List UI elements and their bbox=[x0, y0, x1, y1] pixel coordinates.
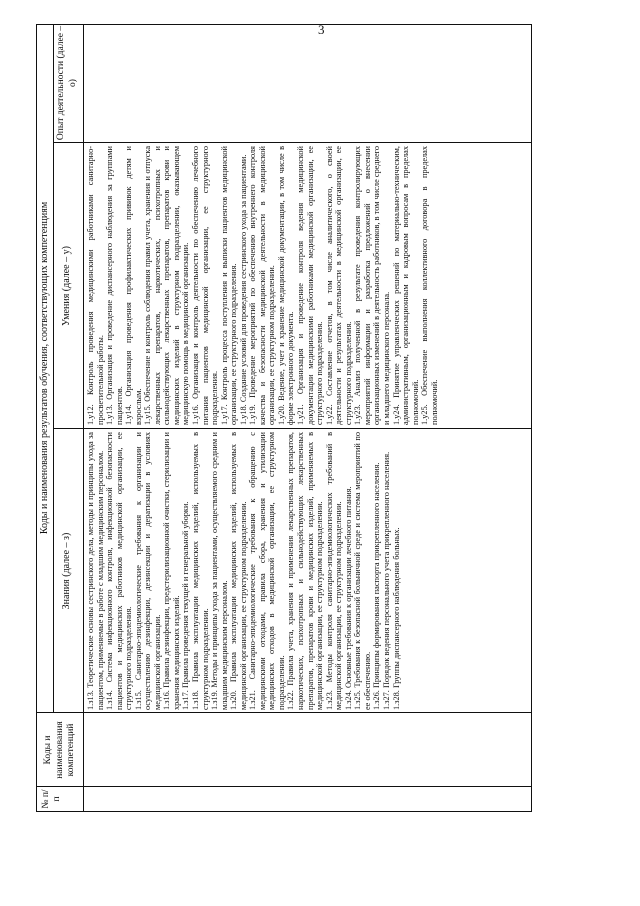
skill-item: 1.у25. Обеспечение выполнения коллективного договора в пределах полномочий. bbox=[420, 146, 439, 425]
knowledge-item: 1.з17. Правила проведения текущей и генеральной уборки. bbox=[181, 501, 191, 710]
knowledge-item: 1.з20. Правила эксплуатации медицинских изделий, используемых в медицинской организации, ее структурном подразделении. bbox=[229, 432, 248, 710]
header-knowledge: Знания (далее – з) bbox=[61, 532, 72, 610]
skill-item: 1.у22. Составление отчетов, в том числе аналитического, о своей деятельности и результатах деятельности в медицинской организации, ее структурного подразделения. bbox=[324, 146, 353, 425]
header-num: № п/п bbox=[41, 789, 62, 809]
knowledge-item: 1.з13. Теоретические основы сестринского дела, методы и принципы ухода за пациентом, применяемые в работе с младшим медицинским персоналом. bbox=[86, 432, 105, 710]
skill-item: 1.у13. Организация и проведение диспансерного наблюдения за группами пациентов. bbox=[105, 146, 124, 425]
knowledge-item: 1.з18. Правила эксплуатации медицинских изделий, используемых в структурном подразделении. bbox=[191, 432, 210, 710]
skills-cell bbox=[86, 146, 529, 425]
competency-table bbox=[36, 24, 532, 812]
knowledge-item: 1.з15. Санитарно-эпидемиологические требования к организации и осуществлению дезинфекции, дезинсекции и дератизации в условиях медицинской организации. bbox=[133, 432, 162, 710]
skill-item: 1.у20. Ведение, учет и хранение медицинской документации, в том числе в форме электронного документа. bbox=[276, 146, 296, 425]
skill-item: 1.у18. Создание условий для проведения сестринского ухода за пациентами. bbox=[238, 154, 248, 425]
skill-item: 1.у12. Контроль проведения медицинскими работниками санитарно-просветительной работы. bbox=[86, 146, 105, 425]
knowledge-item: 1.з26. Принципы формирования паспорта прикрепленного населения. bbox=[372, 462, 382, 710]
header-bottom-border bbox=[83, 25, 84, 811]
skill-item: 1.у17. Контроль процесса поступления и выписки пациентов медицинской организации, ее структурного подразделения. bbox=[219, 146, 239, 425]
page-number: 3 bbox=[318, 22, 325, 37]
experience-cell bbox=[86, 26, 529, 140]
skill-item: 1.у16. Организация и контроль деятельности по обеспечению лечебного питания пациентов медицинской организации, ее структурного подразделения. bbox=[191, 146, 220, 425]
header-divider bbox=[53, 25, 54, 713]
knowledge-item: 1.з19. Методы и принципы ухода за пациентами, осуществляемого средним и младшим медицинским персоналом. bbox=[210, 432, 229, 710]
skill-item: 1.у14. Организация проведения профилактических прививок детям и взрослым. bbox=[124, 146, 143, 425]
header-codes: Коды и наименования компетенций bbox=[43, 721, 76, 779]
skill-item: 1.у15. Обеспечение и контроль соблюдения правил учета, хранения и отпуска лекарственных препаратов, наркотических, психотропных и сильнодействующих лекарственных препаратов, препаратов крови и медицинских изделий в структурном подразделении, оказывающем медицинскую помощь в медицинской организации. bbox=[143, 146, 191, 425]
skill-item: 1.у21. Организация и проведение контроля ведения медицинской документации медицинскими работниками медицинской организации, ее структурного подразделения. bbox=[296, 146, 325, 425]
header-skills: Умения (далее – у) bbox=[61, 246, 72, 326]
knowledge-item: 1.з21. Санитарно-эпидемиологические требования к обращению с медицинскими отходами, правила сбора, хранения и утилизации медицинских отходов в медицинской организации, ее структурном подразделении. bbox=[248, 432, 286, 710]
skill-item: 1.у23. Анализ полученной в результате проведения контролирующих мероприятий информации и разработка предложений о внесении организационных изменений в деятельность работников, в том числе среднего и младшего медицинского персонала. bbox=[353, 146, 391, 425]
knowledge-item: 1.з14. Система инфекционного контроля, инфекционной безопасности пациентов и медицинских работников медицинской организации, ее структурного подразделения. bbox=[105, 432, 134, 710]
skill-item: 1.у24. Принятие управленческих решений по материально-техническим, административным, организационным и кадровым вопросам в пределах полномочий. bbox=[391, 146, 420, 425]
knowledge-item: 1.з27. Порядок ведения персонального учета прикрепленного населения. bbox=[381, 451, 391, 710]
skill-item: 1.у19. Проведение мероприятий по обеспечению внутреннего контроля качества и безопасности медицинской деятельности в медицинской организации, ее структурном подразделении. bbox=[248, 146, 277, 425]
knowledge-item: 1.з28. Группы диспансерного наблюдения больных. bbox=[391, 527, 401, 710]
knowledge-item: 1.з24. Основные требования к организации лечебного питания. bbox=[343, 486, 353, 710]
knowledge-item: 1.з23. Методы контроля санитарно-эпидемиологических требований в медицинской организации, ее структурном подразделении. bbox=[324, 432, 344, 710]
knowledge-item: 1.з25. Требования к безопасной больничной среде и система мероприятий по ее обеспечению. bbox=[353, 432, 372, 710]
column-divider bbox=[37, 786, 531, 787]
header-experience: Опыт деятельности (далее – о) bbox=[56, 25, 78, 141]
header-results-group: Коды и наименования результатов обучения, соответствующих компетенциям bbox=[39, 201, 50, 535]
column-divider bbox=[53, 428, 531, 429]
column-divider bbox=[37, 712, 531, 713]
knowledge-item: 1.з16. Правила дезинфекции, предстерилизационной очистки, стерилизации и хранения медицинских изделий. bbox=[162, 432, 181, 710]
knowledge-cell bbox=[86, 432, 529, 710]
knowledge-item: 1.з22. Правила учета, хранения и применения лекарственных препаратов, наркотических, психотропных и сильнодействующих лекарственных препаратов, препаратов крови и медицинских изделий, применяемых в медицинской организации, ее структурном подразделении. bbox=[286, 432, 325, 710]
column-divider bbox=[53, 142, 531, 143]
